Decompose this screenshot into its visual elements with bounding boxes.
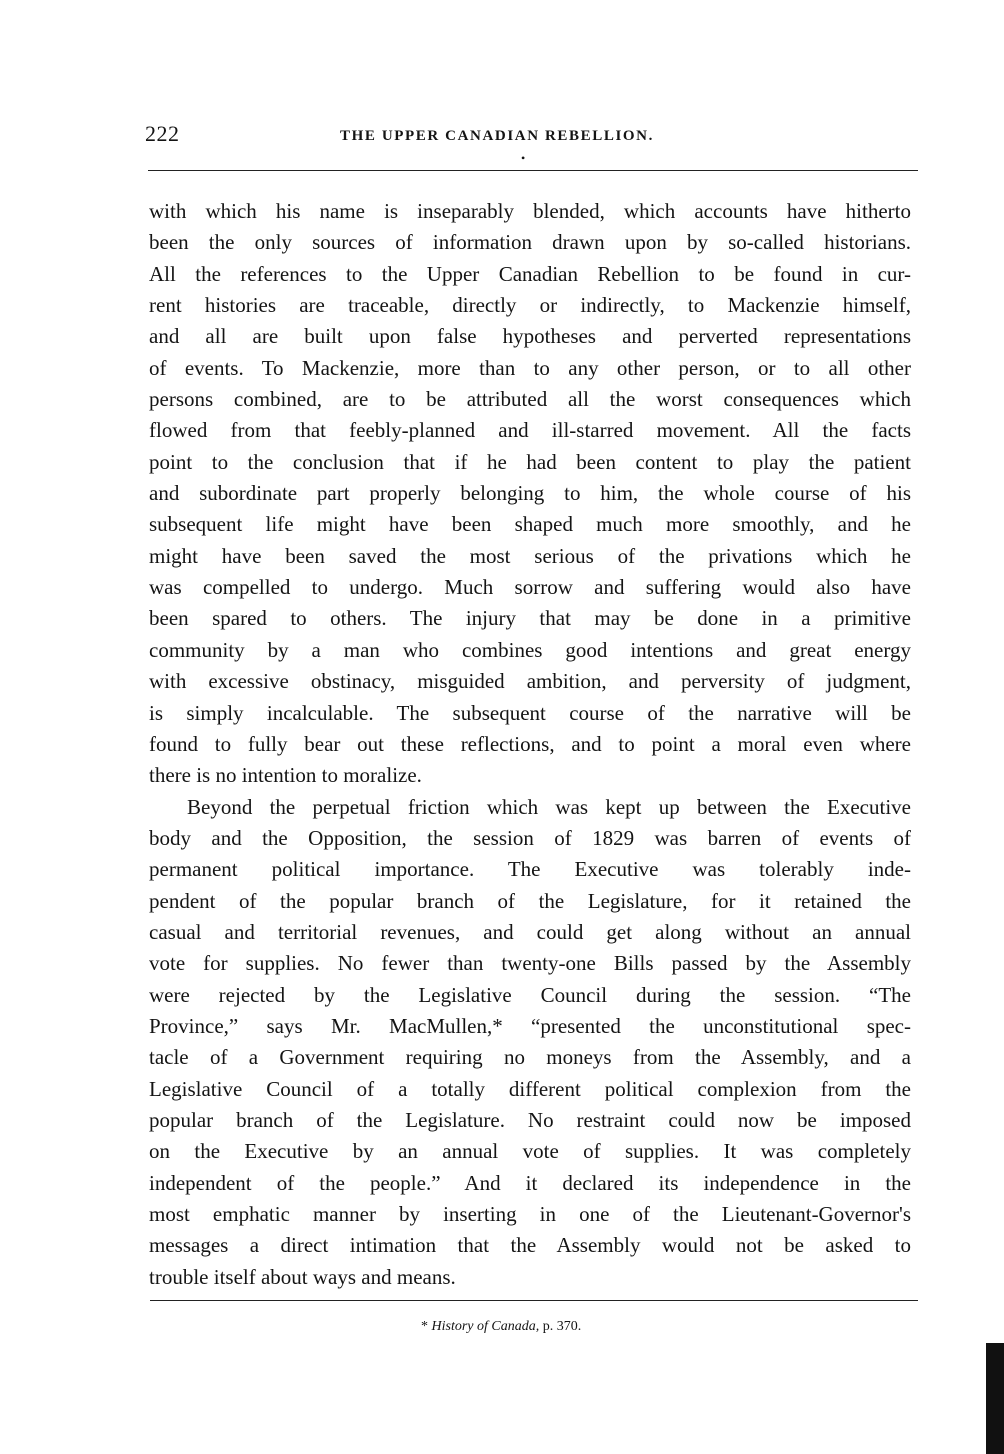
text-line: with which his name is inseparably blended, which accounts have hitherto xyxy=(149,199,911,223)
page-number: 222 xyxy=(145,121,180,146)
running-head: THE UPPER CANADIAN REBELLION. xyxy=(340,128,654,144)
text-line: been spared to others. The injury that may be done in a primitive xyxy=(149,606,911,631)
text-line: independent of the people.” And it declared its independence in the xyxy=(149,1170,911,1195)
text-line: point to the conclusion that if he had been content to play the patient xyxy=(149,449,911,474)
text-line: body and the Opposition, the session of 1829 was barren of events of xyxy=(149,825,911,850)
footnote-marker: * xyxy=(421,1319,428,1334)
text-line: and all are built upon false hypotheses and perverted representations xyxy=(149,324,911,349)
text-line: permanent political importance. The Executive was tolerably inde- xyxy=(149,857,911,882)
paragraph-2 xyxy=(149,792,911,1294)
scan-edge-mark xyxy=(986,1343,1004,1454)
text-line: Province,” says Mr. MacMullen,* “presented the unconstitutional spec- xyxy=(149,1013,911,1038)
text-line: messages a direct intimation that the Assembly would not be asked to xyxy=(149,1233,911,1258)
text-line: casual and territorial revenues, and could get along without an annual xyxy=(149,919,911,944)
text-line: community by a man who combines good intentions and great energy xyxy=(149,637,911,662)
header-rule xyxy=(148,170,918,171)
text-line: is simply incalculable. The subsequent course of the narrative will be xyxy=(149,700,911,725)
text-line: persons combined, are to be attributed all the worst consequences which xyxy=(149,387,911,412)
header-ornament: • xyxy=(521,151,526,165)
text-line: most emphatic manner by inserting in one of the Lieutenant-Governor's xyxy=(149,1202,911,1226)
text-line: were rejected by the Legislative Council during the session. “The xyxy=(149,982,911,1007)
text-line: found to fully bear out these reflections, and to point a moral even where xyxy=(149,731,911,756)
text-line: vote for supplies. No fewer than twenty-one Bills passed by the Assembly xyxy=(149,951,911,976)
text-line: might have been saved the most serious of the privations which he xyxy=(149,543,911,568)
text-line: of events. To Mackenzie, more than to any other person, or to all other xyxy=(149,355,911,380)
footnote-rule xyxy=(150,1300,918,1301)
text-line: on the Executive by an annual vote of supplies. It was completely xyxy=(149,1139,911,1164)
text-line: popular branch of the Legislature. No restraint could now be imposed xyxy=(149,1107,911,1132)
text-line: been the only sources of information drawn upon by so-called historians. xyxy=(149,230,911,255)
body-text xyxy=(149,196,911,1293)
text-line: was compelled to undergo. Much sorrow and suffering would also have xyxy=(149,575,911,600)
text-line: and subordinate part properly belonging to him, the whole course of his xyxy=(149,481,911,506)
text-line: trouble itself about ways and means. xyxy=(149,1264,456,1289)
text-line: there is no intention to moralize. xyxy=(149,763,422,788)
text-line: Legislative Council of a totally different political complexion from the xyxy=(149,1076,911,1101)
footnote-page-ref: p. 370. xyxy=(542,1319,582,1334)
text-line: subsequent life might have been shaped much more smoothly, and he xyxy=(149,512,911,537)
text-line: tacle of a Government requiring no moneys from the Assembly, and a xyxy=(149,1045,911,1070)
text-line: flowed from that feebly-planned and ill-starred movement. All the facts xyxy=(149,418,911,443)
paragraph-1 xyxy=(149,196,911,792)
footnote-title: History of Canada, xyxy=(431,1319,540,1334)
text-line: rent histories are traceable, directly or indirectly, to Mackenzie himself, xyxy=(149,293,911,318)
footnote xyxy=(421,1319,581,1335)
text-line: with excessive obstinacy, misguided ambition, and perversity of judgment, xyxy=(149,669,911,694)
text-line: Beyond the perpetual friction which was kept up between the Executive xyxy=(187,794,911,819)
text-line: All the references to the Upper Canadian Rebellion to be found in cur- xyxy=(149,261,911,286)
text-line: pendent of the popular branch of the Legislature, for it retained the xyxy=(149,888,911,913)
